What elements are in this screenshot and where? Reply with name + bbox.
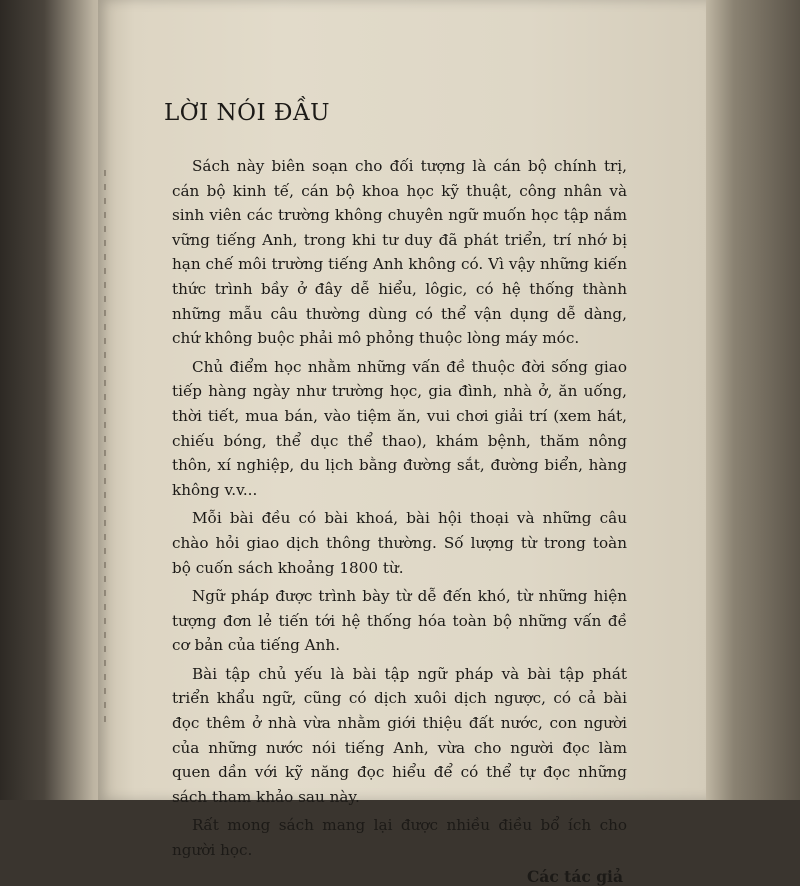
book-spine-edge [0,0,110,800]
paragraph-4: Ngữ pháp được trình bày từ dễ đến khó, từ những hiện tượng đơn lẻ tiến tới hệ thống hóa toàn bộ những vấn đề cơ bản của tiếng Anh. [172,587,627,655]
paragraph-2: Chủ điểm học nhằm những vấn đề thuộc đời sống giao tiếp hàng ngày như trường học, gia đình, nhà ở, ăn uống, thời tiết, mua bán, vào tiệm ăn, vui chơi giải trí (xem hát, chiếu bóng, thể dục thể thao), khám bệnh, thăm nông thôn, xí nghiệp, du lịch bằng đường sắt, đường biển, hàng không v.v... [172,357,627,499]
paragraph-6: Rất mong sách mang lại được nhiều điều bổ ích cho người học. [172,816,627,860]
book-right-edge [706,0,800,800]
author-signature: Các tác giả [526,866,623,886]
paragraph-3: Mỗi bài đều có bài khoá, bài hội thoại và những câu chào hỏi giao dịch thông thường. Số lượng từ trong toàn bộ cuốn sách khoảng 1800 từ. [172,509,627,577]
page-content [164,100,627,886]
paragraph-5: Bài tập chủ yếu là bài tập ngữ pháp và bài tập phát triển khẩu ngữ, cũng có dịch xuôi dịch ngược, có cả bài đọc thêm ở nhà vừa nhằm giới thiệu đất nước, con người của những nước nói tiếng Anh, vừa cho người đọc làm quen dần với kỹ năng đọc hiểu để có thể tự đọc những sách tham khảo sau này. [172,664,627,806]
binding-stitch [104,170,106,730]
page-title: LỜI NÓI ĐẦU [164,100,330,126]
paragraph-1: Sách này biên soạn cho đối tượng là cán bộ chính trị, cán bộ kinh tế, cán bộ khoa học kỹ thuật, công nhân và sinh viên các trường không chuyên ngữ muốn học tập nắm vững tiếng Anh, trong khi tư duy đã phát triển, trí nhớ bị hạn chế môi trường tiếng Anh không có. Vì vậy những kiến thức trình bầy ở đây dễ hiểu, lôgic, có hệ thống thành những mẫu câu thường dùng có thể vận dụng dễ dàng, chứ không buộc phải mô phỏng thuộc lòng máy móc. [172,157,627,348]
